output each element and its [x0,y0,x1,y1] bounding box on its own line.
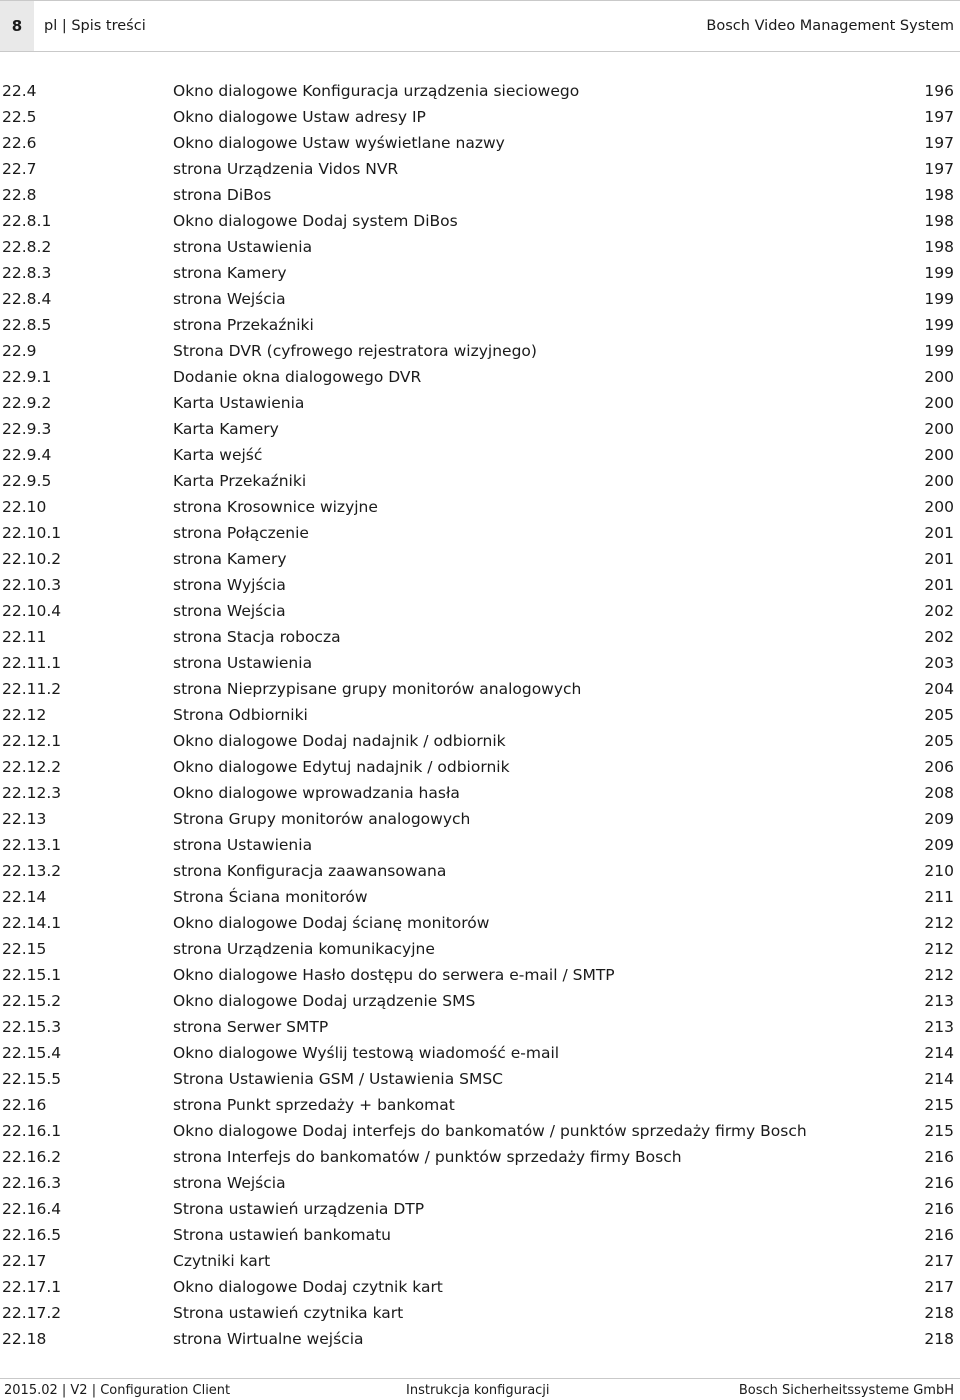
toc-entry[interactable] [0,832,960,858]
toc-entry-number: 22.15.1 [2,966,62,984]
toc-entry[interactable] [0,468,960,494]
toc-entry-number: 22.9.3 [2,420,52,438]
toc-entry-title[interactable]: Okno dialogowe Dodaj czytnik kart [173,1278,443,1296]
toc-entry-number: 22.15.3 [2,1018,62,1036]
toc-entry-page[interactable]: 203 [924,654,954,672]
toc-entry-title[interactable]: Strona ustawień urządzenia DTP [173,1200,425,1218]
toc-entry-number: 22.11 [2,628,47,646]
toc-entry-page[interactable]: 204 [924,680,954,698]
toc-entry[interactable] [0,702,960,728]
toc-entry-title[interactable]: strona Połączenie [173,524,309,542]
toc-entry-title[interactable]: Okno dialogowe Wyślij testową wiadomość e-mail [173,1044,560,1062]
toc-entry-page[interactable]: 200 [924,368,954,386]
toc-entry-page[interactable]: 200 [924,446,954,464]
toc-entry-page[interactable]: 216 [924,1174,954,1192]
toc-entry-page[interactable]: 199 [924,264,954,282]
toc-entry[interactable] [0,962,960,988]
toc-entry-title[interactable]: Okno dialogowe Dodaj urządzenie SMS [173,992,476,1010]
toc-entry-number: 22.15.2 [2,992,62,1010]
toc-entry[interactable] [0,1196,960,1222]
toc-entry[interactable] [0,572,960,598]
toc-entry-title[interactable]: Strona ustawień czytnika kart [173,1304,404,1322]
toc-entry-page[interactable]: 215 [924,1096,954,1114]
toc-entry-title[interactable]: strona Wejścia [173,602,286,620]
toc-entry[interactable] [0,676,960,702]
toc-entry-title[interactable]: strona Nieprzypisane grupy monitorów analogowych [173,680,582,698]
toc-entry[interactable] [0,390,960,416]
toc-entry-number: 22.6 [2,134,37,152]
toc-entry-number: 22.18 [2,1330,47,1348]
toc-entry-page[interactable]: 205 [924,706,954,724]
toc-entry-number: 22.10.2 [2,550,62,568]
toc-entry-number: 22.5 [2,108,37,126]
page-header [0,0,960,52]
toc-entry-title[interactable]: Okno dialogowe wprowadzania hasła [173,784,460,802]
toc-entry-number: 22.10.3 [2,576,62,594]
toc-entry-page[interactable]: 199 [924,290,954,308]
toc-entry-number: 22.16 [2,1096,47,1114]
toc-entry-page[interactable]: 210 [924,862,954,880]
toc-entry-page[interactable]: 205 [924,732,954,750]
toc-entry-number: 22.9.2 [2,394,52,412]
toc-entry[interactable] [0,442,960,468]
toc-entry-number: 22.8 [2,186,37,204]
toc-entry[interactable] [0,364,960,390]
toc-entry-page[interactable]: 217 [924,1278,954,1296]
toc-entry-title[interactable]: Strona Ściana monitorów [173,888,368,906]
toc-entry-page[interactable]: 218 [924,1330,954,1348]
toc-entry-page[interactable]: 200 [924,498,954,516]
header-section: pl | Spis treści [44,18,146,34]
toc-entry-number: 22.12 [2,706,47,724]
page-number: 8 [11,17,23,35]
toc-entry-page[interactable]: 216 [924,1148,954,1166]
toc-entry[interactable] [0,1300,960,1326]
toc-entry-title[interactable]: strona Kamery [173,264,287,282]
toc-entry[interactable] [0,1040,960,1066]
toc-entry[interactable] [0,1066,960,1092]
toc-entry-page[interactable]: 201 [924,576,954,594]
toc-entry-number: 22.13 [2,810,47,828]
toc-entry-page[interactable]: 199 [924,342,954,360]
toc-entry-page[interactable]: 202 [924,602,954,620]
toc-entry-page[interactable]: 213 [924,1018,954,1036]
toc-entry[interactable] [0,598,960,624]
toc-entry-page[interactable]: 214 [924,1044,954,1062]
toc-entry[interactable] [0,884,960,910]
toc-entry-title[interactable]: Karta Przekaźniki [173,472,307,490]
toc-entry[interactable] [0,104,960,130]
toc-entry-page[interactable]: 206 [924,758,954,776]
toc-entry[interactable] [0,910,960,936]
toc-entry-page[interactable]: 199 [924,316,954,334]
toc-entry-number: 22.16.3 [2,1174,62,1192]
toc-entry-number: 22.14.1 [2,914,62,932]
toc-entry-number: 22.17.1 [2,1278,62,1296]
toc-entry-page[interactable]: 198 [924,238,954,256]
toc-entry-title[interactable]: Okno dialogowe Ustaw wyświetlane nazwy [173,134,505,152]
toc-entry-number: 22.15.5 [2,1070,62,1088]
toc-entry-title[interactable]: Okno dialogowe Ustaw adresy IP [173,108,426,126]
toc-entry[interactable] [0,1326,960,1352]
toc-entry[interactable] [0,1014,960,1040]
toc-entry-title[interactable]: strona Wirtualne wejścia [173,1330,364,1348]
toc-entry[interactable] [0,754,960,780]
toc-entry-title[interactable]: strona Ustawienia [173,238,313,256]
toc-entry[interactable] [0,1222,960,1248]
toc-entry-page[interactable]: 216 [924,1200,954,1218]
toc-entry-title[interactable]: Strona ustawień bankomatu [173,1226,391,1244]
toc-entry-number: 22.16.2 [2,1148,62,1166]
toc-entry-title[interactable]: strona Wyjścia [173,576,286,594]
toc-entry-page[interactable]: 200 [924,472,954,490]
toc-entry-number: 22.9.5 [2,472,52,490]
toc-entry-page[interactable]: 215 [924,1122,954,1140]
toc-entry-page[interactable]: 196 [924,82,954,100]
toc-entry-page[interactable]: 212 [924,914,954,932]
toc-entry-title[interactable]: Okno dialogowe Edytuj nadajnik / odbiornik [173,758,510,776]
toc-entry-number: 22.10.1 [2,524,62,542]
toc-entry-number: 22.8.2 [2,238,52,256]
toc-entry-page[interactable]: 212 [924,966,954,984]
toc-entry[interactable] [0,988,960,1014]
toc-entry-number: 22.13.2 [2,862,62,880]
toc-entry[interactable] [0,208,960,234]
toc-entry-title[interactable]: strona Krosownice wizyjne [173,498,378,516]
toc-entry-page[interactable]: 213 [924,992,954,1010]
toc-entry[interactable] [0,546,960,572]
toc-entry[interactable] [0,1274,960,1300]
toc-entry-number: 22.15.4 [2,1044,62,1062]
toc-entry[interactable] [0,780,960,806]
toc-entry-page[interactable]: 216 [924,1226,954,1244]
toc-entry-number: 22.16.5 [2,1226,62,1244]
toc-entry[interactable] [0,234,960,260]
toc-entry-title[interactable]: strona Ustawienia [173,836,313,854]
toc-entry[interactable] [0,650,960,676]
toc-entry-title[interactable]: strona Przekaźniki [173,316,314,334]
toc-entry-number: 22.8.1 [2,212,52,230]
toc-entry-title[interactable]: Okno dialogowe Dodaj system DiBos [173,212,458,230]
toc-entry-page[interactable]: 209 [924,836,954,854]
toc-entry-number: 22.16.4 [2,1200,62,1218]
footer-company: Bosch Sicherheitssysteme GmbH [738,1383,954,1398]
toc-entry-title[interactable]: Strona Ustawienia GSM / Ustawienia SMSC [173,1070,503,1088]
toc-entry-number: 22.11.1 [2,654,62,672]
toc-entry-number: 22.4 [2,82,37,100]
toc-entry[interactable] [0,312,960,338]
toc-entry[interactable] [0,728,960,754]
toc-entry-page[interactable]: 212 [924,940,954,958]
toc-entry-page[interactable]: 197 [924,160,954,178]
header-product: Bosch Video Management System [706,18,954,34]
toc-entry-title[interactable]: strona Urządzenia Vidos NVR [173,160,399,178]
toc-entry-title[interactable]: Okno dialogowe Dodaj nadajnik / odbiornik [173,732,506,750]
toc-entry-number: 22.16.1 [2,1122,62,1140]
toc-entry[interactable] [0,78,960,104]
toc-entry-page[interactable]: 218 [924,1304,954,1322]
toc-entry-page[interactable]: 214 [924,1070,954,1088]
toc-entry-title[interactable]: Karta Kamery [173,420,279,438]
toc-entry[interactable] [0,806,960,832]
toc-entry-title[interactable]: Karta Ustawienia [173,394,305,412]
toc-entry[interactable] [0,1170,960,1196]
toc-entry[interactable] [0,156,960,182]
toc-entry-page[interactable]: 200 [924,394,954,412]
toc-entry-title[interactable]: strona Urządzenia komunikacyjne [173,940,435,958]
toc-entry-page[interactable]: 208 [924,784,954,802]
toc-entry-number: 22.12.3 [2,784,62,802]
toc-entry-title[interactable]: strona Wejścia [173,290,286,308]
toc-entry-number: 22.8.5 [2,316,52,334]
toc-entry-number: 22.7 [2,160,37,178]
toc-entry-page[interactable]: 209 [924,810,954,828]
toc-entry[interactable] [0,1248,960,1274]
toc-entry[interactable] [0,624,960,650]
table-of-contents [0,78,960,1352]
toc-entry-title[interactable]: strona Ustawienia [173,654,313,672]
toc-entry-title[interactable]: strona Serwer SMTP [173,1018,329,1036]
toc-entry[interactable] [0,858,960,884]
toc-entry-number: 22.12.1 [2,732,62,750]
toc-entry-page[interactable]: 200 [924,420,954,438]
toc-entry-number: 22.9 [2,342,37,360]
toc-entry-title[interactable]: Karta wejść [173,446,263,464]
toc-entry-number: 22.10 [2,498,47,516]
toc-entry-page[interactable]: 198 [924,186,954,204]
toc-entry-title[interactable]: strona Kamery [173,550,287,568]
toc-entry-number: 22.10.4 [2,602,62,620]
footer-document-title: Instrukcja konfiguracji [406,1383,550,1398]
toc-entry-number: 22.13.1 [2,836,62,854]
page-number-box [0,1,34,51]
toc-entry-number: 22.9.4 [2,446,52,464]
toc-entry-title[interactable]: Czytniki kart [173,1252,271,1270]
toc-entry-number: 22.14 [2,888,47,906]
toc-entry-number: 22.17 [2,1252,47,1270]
toc-entry-title[interactable]: strona DiBos [173,186,272,204]
toc-entry-number: 22.8.3 [2,264,52,282]
toc-entry[interactable] [0,260,960,286]
toc-entry-page[interactable]: 197 [924,108,954,126]
footer-version: 2015.02 | V2 | Configuration Client [4,1383,231,1398]
toc-entry[interactable] [0,1118,960,1144]
toc-entry-page[interactable]: 201 [924,550,954,568]
toc-entry-title[interactable]: Okno dialogowe Konfiguracja urządzenia sieciowego [173,82,580,100]
toc-entry-page[interactable]: 202 [924,628,954,646]
page-footer [0,1378,960,1400]
toc-entry-title[interactable]: Okno dialogowe Dodaj ścianę monitorów [173,914,490,932]
toc-entry-title[interactable]: Strona Grupy monitorów analogowych [173,810,471,828]
toc-entry[interactable] [0,494,960,520]
toc-entry-number: 22.8.4 [2,290,52,308]
toc-entry[interactable] [0,520,960,546]
toc-entry[interactable] [0,1144,960,1170]
toc-entry-title[interactable]: strona Punkt sprzedaży + bankomat [173,1096,455,1114]
toc-entry-page[interactable]: 217 [924,1252,954,1270]
toc-entry[interactable] [0,338,960,364]
toc-entry-page[interactable]: 198 [924,212,954,230]
toc-entry-title[interactable]: strona Stacja robocza [173,628,341,646]
toc-entry-title[interactable]: Okno dialogowe Dodaj interfejs do bankomatów / punktów sprzedaży firmy Bosch [173,1122,807,1140]
toc-entry-title[interactable]: Strona Odbiorniki [173,706,308,724]
toc-entry[interactable] [0,936,960,962]
toc-entry-number: 22.17.2 [2,1304,62,1322]
toc-entry-title[interactable]: strona Wejścia [173,1174,286,1192]
toc-entry-number: 22.15 [2,940,47,958]
toc-entry-number: 22.11.2 [2,680,62,698]
toc-entry-number: 22.12.2 [2,758,62,776]
toc-entry-page[interactable]: 211 [924,888,954,906]
toc-entry[interactable] [0,182,960,208]
toc-entry-page[interactable]: 197 [924,134,954,152]
toc-entry-title[interactable]: strona Interfejs do bankomatów / punktów sprzedaży firmy Bosch [173,1148,682,1166]
toc-entry-title[interactable]: Strona DVR (cyfrowego rejestratora wizyjnego) [173,342,537,360]
toc-entry-page[interactable]: 201 [924,524,954,542]
toc-entry-title[interactable]: strona Konfiguracja zaawansowana [173,862,447,880]
toc-entry-number: 22.9.1 [2,368,52,386]
toc-entry-title[interactable]: Okno dialogowe Hasło dostępu do serwera e-mail / SMTP [173,966,615,984]
toc-entry[interactable] [0,286,960,312]
toc-entry[interactable] [0,1092,960,1118]
toc-entry-title[interactable]: Dodanie okna dialogowego DVR [173,368,422,386]
toc-entry[interactable] [0,416,960,442]
toc-entry[interactable] [0,130,960,156]
